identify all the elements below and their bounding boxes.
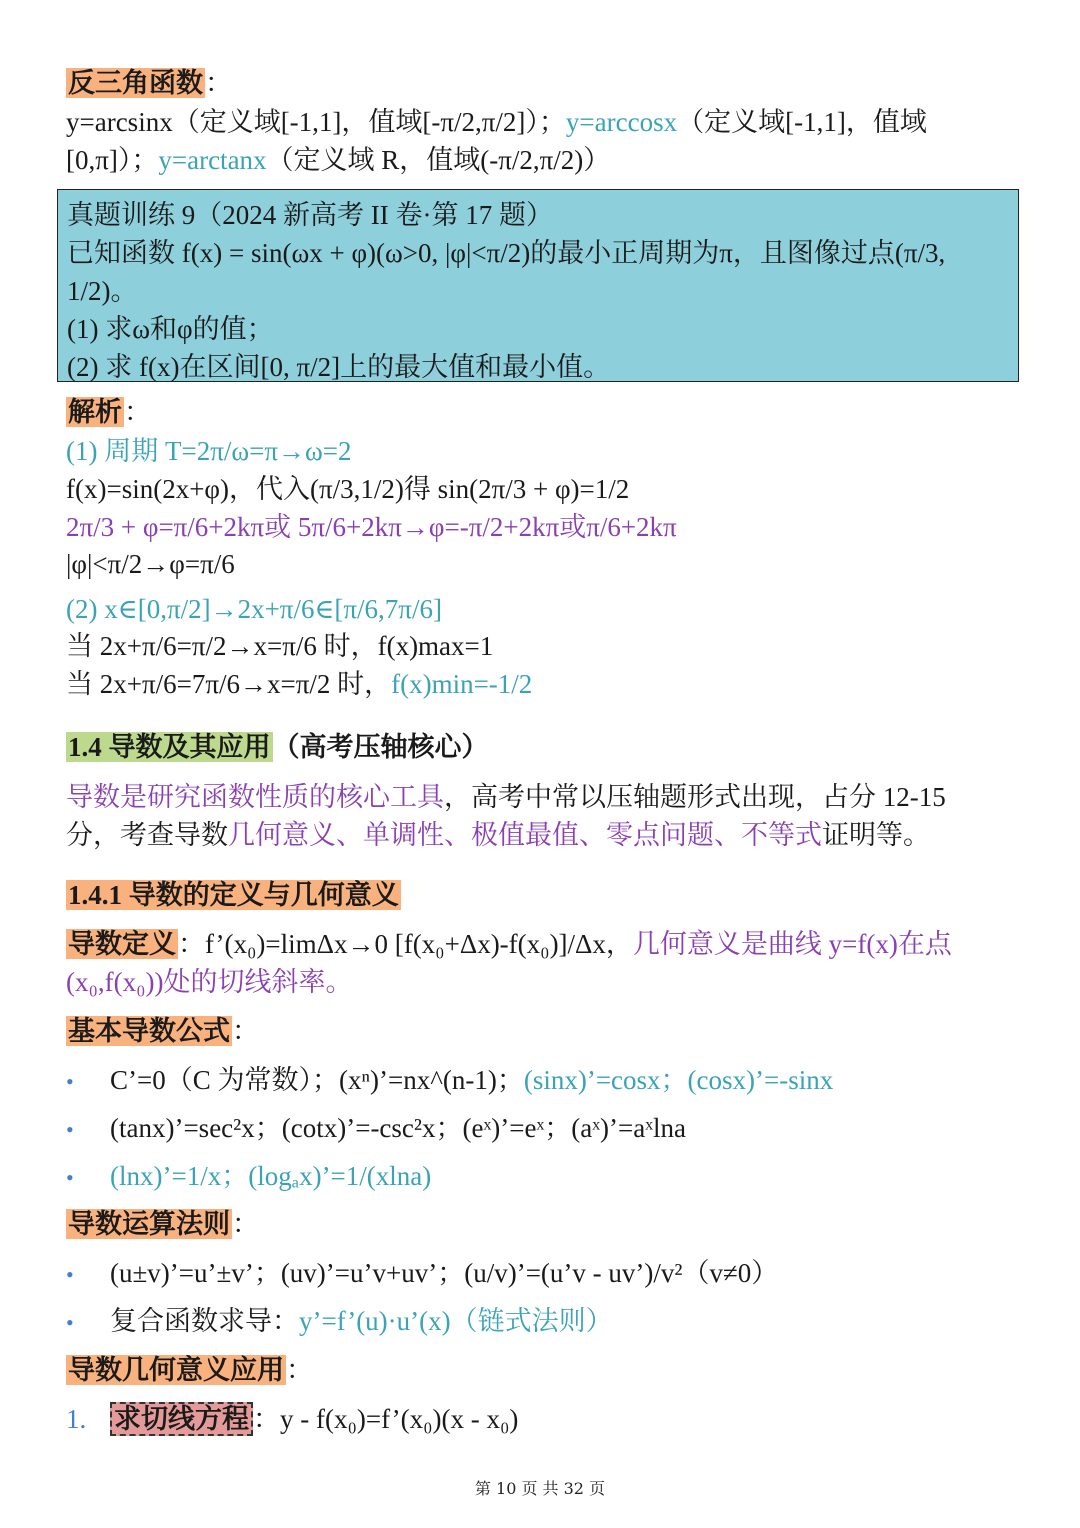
solution-line-3: 2π/3 + φ=π/6+2kπ或 5π/6+2kπ→φ=-π/2+2kπ或π/6+2kπ	[66, 512, 677, 542]
solution-heading: 解析：	[68, 397, 151, 427]
inverse-trig-title: 反三角函数	[68, 68, 203, 98]
exam-statement-1: 已知函数 f(x) = sin(ωx + φ)(ω>0, |φ|<π/2)的最小正周期为π，且图像过点(π/3,	[67, 238, 946, 268]
exam-question-box	[57, 189, 1019, 382]
derivative-definition-title: 导数定义	[68, 929, 176, 959]
application-heading: 导数几何意义应用：	[68, 1355, 313, 1385]
derivative-definition-line-2: (x₀,f(x₀))处的切线斜率。	[66, 967, 353, 997]
section-1-4-para-1: 导数是研究函数性质的核心工具，高考中常以压轴题形式出现，占分 12-15	[66, 782, 946, 812]
formula-item-2: • (tanx)’=sec²x；(cotx)’=-csc²x；(eˣ)’=eˣ；(aˣ)’=aˣlna	[66, 1109, 1016, 1149]
application-item-1: 1. 求切线方程 ：y - f(x₀)=f’(x₀)(x - x₀)	[66, 1400, 1016, 1438]
basic-formulas-title: 基本导数公式	[68, 1016, 230, 1046]
section-1-4-para-2: 分，考查导数几何意义、单调性、极值最值、零点问题、不等式证明等。	[66, 820, 930, 850]
exam-part-2: (2) 求 f(x)在区间[0, π/2]上的最大值和最小值。	[67, 352, 611, 382]
bullet-icon: •	[66, 1117, 74, 1142]
solution-title: 解析	[68, 397, 122, 427]
tangent-line-label: 求切线方程	[110, 1402, 253, 1436]
exam-part-1: (1) 求ω和φ的值；	[67, 314, 274, 344]
formula-item-1: • C’=0（C 为常数）；(xⁿ)’=nx^(n-1)；(sinx)’=cosx；(cosx)’=-sinx	[66, 1061, 1016, 1101]
section-1-4-1-heading	[66, 876, 1016, 914]
rules-heading: 导数运算法则：	[68, 1209, 259, 1239]
solution-line-7: 当 2x+π/6=7π/6→x=π/2 时，f(x)min=-1/2	[66, 669, 533, 699]
derivative-definition-line-1: 导数定义：f’(x₀)=limΔx→0 [f(x₀+Δx)-f(x₀)]/Δx，几何意义是曲线 y=f(x)在点	[68, 929, 952, 959]
bullet-icon: •	[66, 1262, 74, 1287]
inverse-trig-line-1: y=arcsinx（定义域[-1,1]，值域[-π/2,π/2]）；y=arccosx（定义域[-1,1]，值域	[66, 107, 927, 137]
solution-line-4: |φ|<π/2→φ=π/6	[66, 549, 235, 579]
solution-line-2: f(x)=sin(2x+φ)，代入(π/3,1/2)得 sin(2π/3 + φ)=1/2	[66, 474, 630, 504]
section-1-4-1-title: 1.4.1 导数的定义与几何意义	[68, 880, 399, 910]
inverse-trig-line-2: [0,π]）；y=arctanx（定义域 R，值域(-π/2,π/2)）	[66, 145, 611, 175]
section-1-4-heading	[66, 728, 1016, 766]
solution-line-1: (1) 周期 T=2π/ω=π→ω=2	[66, 436, 352, 466]
page-footer: 第 10 页 共 32 页	[474, 1479, 606, 1498]
inverse-trig-heading: 反三角函数：	[68, 68, 232, 98]
bullet-icon: •	[66, 1310, 74, 1335]
formula-item-3: • (lnx)’=1/x；(logₐx)’=1/(xlna)	[66, 1157, 1016, 1197]
solution-line-5: (2) x∈[0,π/2]→2x+π/6∈[π/6,7π/6]	[66, 594, 442, 624]
section-1-4-title: 1.4 导数及其应用	[68, 732, 271, 762]
rules-title: 导数运算法则	[68, 1209, 230, 1239]
rule-item-1: • (u±v)’=u’±v’；(uv)’=u’v+uv’；(u/v)’=(u’v - uv’)/v²（v≠0）	[66, 1254, 1016, 1294]
solution-line-6: 当 2x+π/6=π/2→x=π/6 时，f(x)max=1	[66, 631, 494, 661]
section-1-4-subtitle: （高考压轴核心）	[272, 732, 489, 762]
bullet-icon: •	[66, 1165, 74, 1190]
exam-title: 真题训练 9（2024 新高考 II 卷·第 17 题）	[67, 200, 553, 230]
list-number: 1.	[66, 1404, 87, 1434]
rule-item-2: • 复合函数求导：y’=f’(u)·u’(x)（链式法则）	[66, 1302, 1016, 1342]
bullet-icon: •	[66, 1069, 74, 1094]
exam-statement-2: 1/2)。	[67, 276, 138, 306]
basic-formulas-heading: 基本导数公式：	[68, 1016, 259, 1046]
application-title: 导数几何意义应用	[68, 1355, 284, 1385]
